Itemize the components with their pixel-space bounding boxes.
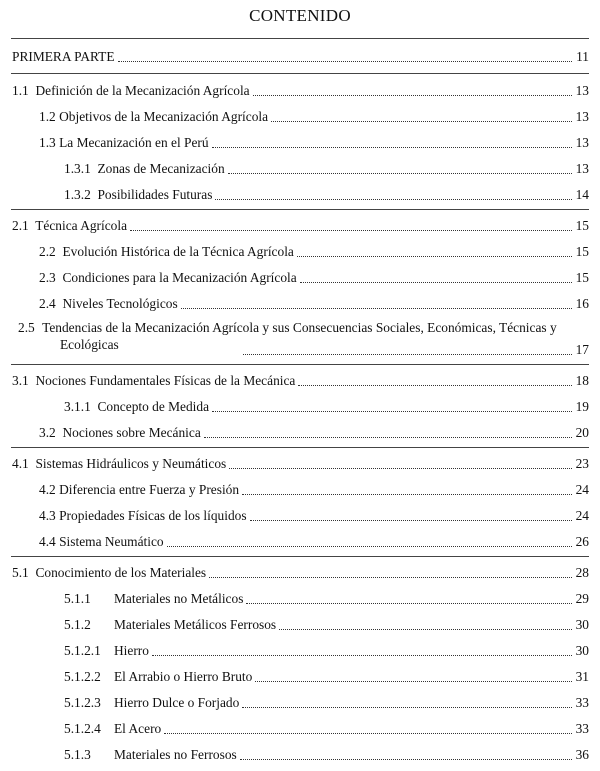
divider bbox=[11, 556, 589, 557]
leader-dots bbox=[212, 411, 572, 412]
leader-dots bbox=[243, 354, 572, 355]
toc-entry[interactable]: 4.3 Propiedades Físicas de los líquidos 24 bbox=[39, 508, 589, 523]
leader-dots bbox=[298, 385, 572, 386]
divider bbox=[11, 73, 589, 74]
toc-entry[interactable]: 5.1.3 Materiales no Ferrosos 36 bbox=[64, 747, 589, 762]
toc-entry[interactable]: 5.1.2.4 El Acero 33 bbox=[64, 721, 589, 736]
toc-page-number: 24 bbox=[575, 508, 589, 523]
toc-page-number: 20 bbox=[575, 425, 589, 440]
divider bbox=[11, 364, 589, 365]
toc-entry[interactable]: 1.1 Definición de la Mecanización Agrícola 13 bbox=[12, 83, 589, 98]
toc-entry[interactable]: 5.1 Conocimiento de los Materiales 28 bbox=[12, 565, 589, 580]
toc-page-number: 15 bbox=[575, 218, 589, 233]
leader-dots bbox=[271, 121, 572, 122]
toc-entry[interactable]: 2.2 Evolución Histórica de la Técnica Agrícola 15 bbox=[39, 244, 589, 259]
toc-entry[interactable]: 1.3.1 Zonas de Mecanización 13 bbox=[64, 161, 589, 176]
toc-entry[interactable]: 4.1 Sistemas Hidráulicos y Neumáticos 23 bbox=[12, 456, 589, 471]
toc-page-number: 30 bbox=[575, 617, 589, 632]
toc-page-number: 28 bbox=[575, 565, 589, 580]
leader-dots bbox=[212, 147, 572, 148]
leader-dots bbox=[297, 256, 572, 257]
toc-page-number: 33 bbox=[575, 695, 589, 710]
toc-entry-continuation bbox=[240, 342, 589, 358]
toc-page-number: 33 bbox=[575, 721, 589, 736]
toc-entry[interactable]: 2.1 Técnica Agrícola 15 bbox=[12, 218, 589, 233]
toc-page-number: 13 bbox=[575, 161, 589, 176]
divider bbox=[11, 38, 589, 39]
toc-page-number: 31 bbox=[575, 669, 589, 684]
toc-page-number: 18 bbox=[575, 373, 589, 388]
leader-dots bbox=[209, 577, 572, 578]
leader-dots bbox=[164, 733, 572, 734]
leader-dots bbox=[279, 629, 572, 630]
toc-entry[interactable]: 5.1.2.2 El Arrabio o Hierro Bruto 31 bbox=[64, 669, 589, 684]
leader-dots bbox=[152, 655, 572, 656]
toc-page-number: 23 bbox=[575, 456, 589, 471]
toc-entry[interactable]: 5.1.2 Materiales Metálicos Ferrosos 30 bbox=[64, 617, 589, 632]
toc-entry[interactable]: 4.4 Sistema Neumático 26 bbox=[39, 534, 589, 549]
leader-dots bbox=[130, 230, 572, 231]
toc-entry-label: PRIMERA PARTE bbox=[12, 49, 115, 64]
toc-page-number: 14 bbox=[575, 187, 589, 202]
toc-entry[interactable]: 3.1 Nociones Fundamentales Físicas de la Mecánica 18 bbox=[12, 373, 589, 388]
toc-entry[interactable]: 4.2 Diferencia entre Fuerza y Presión 24 bbox=[39, 482, 589, 497]
toc-entry[interactable]: 1.2 Objetivos de la Mecanización Agrícola 13 bbox=[39, 109, 589, 124]
toc-entry-part[interactable] bbox=[12, 49, 589, 65]
toc-entry[interactable]: 1.3 La Mecanización en el Perú 13 bbox=[39, 135, 589, 150]
leader-dots bbox=[229, 468, 572, 469]
leader-dots bbox=[181, 308, 572, 309]
toc-page-number: 17 bbox=[575, 342, 589, 357]
toc-entry[interactable]: 5.1.1 Materiales no Metálicos 29 bbox=[64, 591, 589, 606]
toc-entry[interactable]: 3.2 Nociones sobre Mecánica 20 bbox=[39, 425, 589, 440]
toc-page-number: 13 bbox=[575, 135, 589, 150]
toc-page-number: 15 bbox=[575, 244, 589, 259]
toc-page-number: 16 bbox=[575, 296, 589, 311]
leader-dots bbox=[204, 437, 572, 438]
toc-entry[interactable]: 2.5 Tendencias de la Mecanización Agrícola y sus Consecuencias Sociales, Económicas, Técnicas y Ecológicas bbox=[18, 320, 557, 352]
leader-dots bbox=[215, 199, 572, 200]
divider bbox=[11, 447, 589, 448]
leader-dots bbox=[167, 546, 572, 547]
toc-entry[interactable]: 3.1.1 Concepto de Medida 19 bbox=[64, 399, 589, 414]
toc-page-number: 19 bbox=[575, 399, 589, 414]
leader-dots bbox=[240, 759, 572, 760]
leader-dots bbox=[118, 61, 572, 62]
divider bbox=[11, 209, 589, 210]
toc-entry[interactable]: 2.3 Condiciones para la Mecanización Agrícola 15 bbox=[39, 270, 589, 285]
leader-dots bbox=[246, 603, 572, 604]
leader-dots bbox=[300, 282, 572, 283]
toc-page-number: 24 bbox=[575, 482, 589, 497]
page-title: CONTENIDO bbox=[249, 6, 351, 25]
toc-page-number: 11 bbox=[576, 49, 589, 64]
toc-page-number: 15 bbox=[575, 270, 589, 285]
leader-dots bbox=[228, 173, 572, 174]
toc-page-number: 36 bbox=[575, 747, 589, 762]
leader-dots bbox=[255, 681, 572, 682]
toc-entry[interactable]: 1.3.2 Posibilidades Futuras 14 bbox=[64, 187, 589, 202]
toc-page-number: 30 bbox=[575, 643, 589, 658]
toc-entry[interactable]: 2.4 Niveles Tecnológicos 16 bbox=[39, 296, 589, 311]
toc-page-number: 13 bbox=[575, 109, 589, 124]
toc-entry[interactable]: 5.1.2.3 Hierro Dulce o Forjado 33 bbox=[64, 695, 589, 710]
leader-dots bbox=[242, 707, 572, 708]
toc-entry[interactable]: 5.1.2.1 Hierro 30 bbox=[64, 643, 589, 658]
leader-dots bbox=[253, 95, 572, 96]
toc-page-number: 26 bbox=[575, 534, 589, 549]
leader-dots bbox=[250, 520, 572, 521]
toc-page-number: 29 bbox=[575, 591, 589, 606]
leader-dots bbox=[242, 494, 572, 495]
toc-page-number: 13 bbox=[575, 83, 589, 98]
